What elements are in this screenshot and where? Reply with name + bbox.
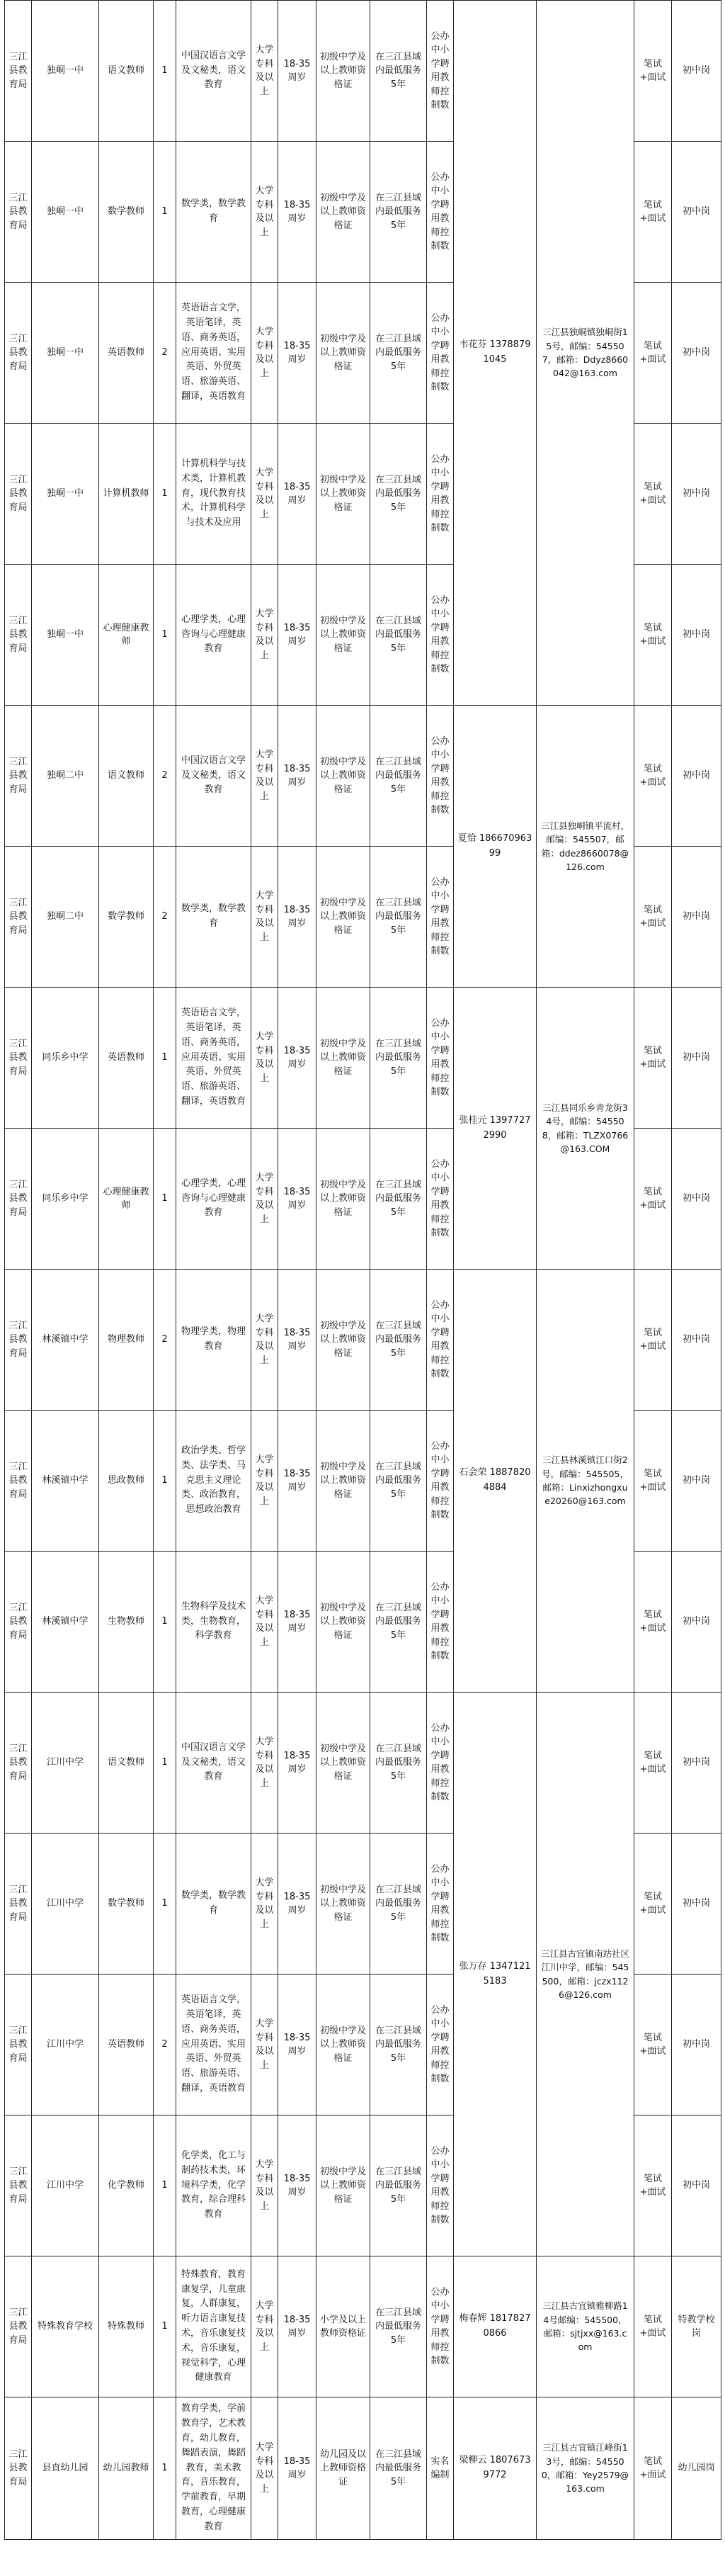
post-category-cell: 初中岗 xyxy=(672,706,721,847)
age-cell: 18-35周岁 xyxy=(278,2397,316,2540)
age-cell: 18-35周岁 xyxy=(278,706,316,847)
certificate-cell: 初级中学及以上教师资格证 xyxy=(316,706,370,847)
service-term-cell: 在三江县域内最低服务5年 xyxy=(370,1834,427,1975)
service-term-cell: 在三江县域内最低服务5年 xyxy=(370,142,427,283)
school-cell: 江川中学 xyxy=(32,2115,99,2256)
post-cell: 语文教师 xyxy=(99,706,154,847)
post-category-cell: 初中岗 xyxy=(672,142,721,283)
service-term-cell: 在三江县域内最低服务5年 xyxy=(370,1129,427,1270)
education-cell: 大学专科及以上 xyxy=(251,1834,278,1975)
department-cell: 三江县教育局 xyxy=(5,565,32,706)
major-cell: 数学类，数学教育 xyxy=(176,142,251,283)
post-category-cell: 初中岗 xyxy=(672,424,721,565)
major-cell: 心理学类，心理咨询与心理健康教育 xyxy=(176,1129,251,1270)
school-cell: 特殊教育学校 xyxy=(32,2256,99,2397)
post-category-cell: 初中岗 xyxy=(672,1411,721,1552)
table-row xyxy=(5,988,721,1129)
staffing-cell: 公办中小学聘用教师控制数 xyxy=(427,283,454,424)
exam-method-cell: 笔试+面试 xyxy=(634,142,672,283)
education-cell: 大学专科及以上 xyxy=(251,1693,278,1834)
age-cell: 18-35周岁 xyxy=(278,1270,316,1411)
department-cell: 三江县教育局 xyxy=(5,988,32,1129)
post-cell: 数学教师 xyxy=(99,142,154,283)
service-term-cell: 在三江县域内最低服务5年 xyxy=(370,847,427,988)
headcount-cell: 2 xyxy=(154,1975,176,2115)
post-cell: 英语教师 xyxy=(99,283,154,424)
major-cell: 数学类，数学教育 xyxy=(176,847,251,988)
table-row xyxy=(5,2397,721,2540)
staffing-cell: 公办中小学聘用教师控制数 xyxy=(427,424,454,565)
certificate-cell: 初级中学及以上教师资格证 xyxy=(316,1552,370,1693)
age-cell: 18-35周岁 xyxy=(278,1,316,142)
department-cell: 三江县教育局 xyxy=(5,1552,32,1693)
age-cell: 18-35周岁 xyxy=(278,1834,316,1975)
post-cell: 物理教师 xyxy=(99,1270,154,1411)
service-term-cell: 在三江县域内最低服务5年 xyxy=(370,2256,427,2397)
certificate-cell: 初级中学及以上教师资格证 xyxy=(316,1975,370,2115)
education-cell: 大学专科及以上 xyxy=(251,2397,278,2540)
education-cell: 大学专科及以上 xyxy=(251,1411,278,1552)
post-cell: 语文教师 xyxy=(99,1,154,142)
table-row xyxy=(5,1270,721,1411)
education-cell: 大学专科及以上 xyxy=(251,2115,278,2256)
major-cell: 教育学类，学前教育学，艺术教育，幼儿教育，舞蹈表演，舞蹈教育，美术教育，音乐教育，学前教育，早期教育，心理健康教育 xyxy=(176,2397,251,2540)
major-cell: 英语语言文学，英语笔译，英语、商务英语，应用英语、实用英语、外贸英语、旅游英语、翻译，英语教育 xyxy=(176,1975,251,2115)
contact-person-cell: 梅春辉 18178270866 xyxy=(454,2256,537,2397)
staffing-cell: 实名编制 xyxy=(427,2397,454,2540)
department-cell: 三江县教育局 xyxy=(5,2256,32,2397)
post-category-cell: 初中岗 xyxy=(672,1693,721,1834)
exam-method-cell: 笔试+面试 xyxy=(634,424,672,565)
post-category-cell: 初中岗 xyxy=(672,1,721,142)
headcount-cell: 2 xyxy=(154,847,176,988)
school-cell: 独峒一中 xyxy=(32,1,99,142)
education-cell: 大学专科及以上 xyxy=(251,847,278,988)
post-cell: 数学教师 xyxy=(99,847,154,988)
table-row xyxy=(5,706,721,847)
contact-address-cell: 三江县古宜镇雅柳路14号邮编：545500，邮箱：sjtjxx@163.com xyxy=(537,2256,634,2397)
headcount-cell: 2 xyxy=(154,706,176,847)
post-category-cell: 初中岗 xyxy=(672,2115,721,2256)
certificate-cell: 初级中学及以上教师资格证 xyxy=(316,1270,370,1411)
certificate-cell: 幼儿园及以上教师资格证 xyxy=(316,2397,370,2540)
headcount-cell: 1 xyxy=(154,2256,176,2397)
contact-person-cell: 张万存 13471215183 xyxy=(454,1693,537,2256)
age-cell: 18-35周岁 xyxy=(278,2115,316,2256)
post-category-cell: 初中岗 xyxy=(672,283,721,424)
staffing-cell: 公办中小学聘用教师控制数 xyxy=(427,1270,454,1411)
headcount-cell: 1 xyxy=(154,1693,176,1834)
age-cell: 18-35周岁 xyxy=(278,1693,316,1834)
department-cell: 三江县教育局 xyxy=(5,1693,32,1834)
headcount-cell: 1 xyxy=(154,424,176,565)
exam-method-cell: 笔试+面试 xyxy=(634,847,672,988)
department-cell: 三江县教育局 xyxy=(5,847,32,988)
certificate-cell: 初级中学及以上教师资格证 xyxy=(316,847,370,988)
major-cell: 数学类，数学教育 xyxy=(176,1834,251,1975)
school-cell: 独峒一中 xyxy=(32,424,99,565)
age-cell: 18-35周岁 xyxy=(278,565,316,706)
headcount-cell: 1 xyxy=(154,1129,176,1270)
age-cell: 18-35周岁 xyxy=(278,424,316,565)
exam-method-cell: 笔试+面试 xyxy=(634,1975,672,2115)
certificate-cell: 初级中学及以上教师资格证 xyxy=(316,1411,370,1552)
recruitment-table xyxy=(4,0,721,2540)
school-cell: 江川中学 xyxy=(32,1693,99,1834)
headcount-cell: 1 xyxy=(154,565,176,706)
staffing-cell: 公办中小学聘用教师控制数 xyxy=(427,847,454,988)
department-cell: 三江县教育局 xyxy=(5,1411,32,1552)
staffing-cell: 公办中小学聘用教师控制数 xyxy=(427,1834,454,1975)
department-cell: 三江县教育局 xyxy=(5,1270,32,1411)
certificate-cell: 初级中学及以上教师资格证 xyxy=(316,988,370,1129)
contact-address-cell: 三江县林溪镇江口街2号，邮编：545505，邮箱：Linxizhongxue20260@163.com xyxy=(537,1270,634,1693)
post-cell: 心理健康教师 xyxy=(99,565,154,706)
contact-address-cell: 三江县独峒镇独峒街15号，邮编：545507，邮箱：Ddyz8660042@163.com xyxy=(537,1,634,706)
service-term-cell: 在三江县域内最低服务5年 xyxy=(370,1411,427,1552)
major-cell: 中国汉语言文学及文秘类，语文教育 xyxy=(176,706,251,847)
school-cell: 江川中学 xyxy=(32,1834,99,1975)
education-cell: 大学专科及以上 xyxy=(251,1975,278,2115)
exam-method-cell: 笔试+面试 xyxy=(634,988,672,1129)
major-cell: 特殊教育，教育康复学，儿童康复，人群康复，听力语言康复技术，音乐康复技术，音乐康复，视觉科学，心理健康教育 xyxy=(176,2256,251,2397)
school-cell: 独峒二中 xyxy=(32,706,99,847)
service-term-cell: 在三江县域内最低服务5年 xyxy=(370,1,427,142)
post-category-cell: 初中岗 xyxy=(672,1975,721,2115)
contact-person-cell: 韦花芬 13788791045 xyxy=(454,1,537,706)
major-cell: 化学类，化工与制药技术类，环境科学类，化学教育，综合理科教育 xyxy=(176,2115,251,2256)
contact-person-cell: 夏恰 18667096399 xyxy=(454,706,537,988)
contact-address-cell: 三江县同乐乡青龙街34号，邮编：545508，邮箱：TLZX0766@163.COM xyxy=(537,988,634,1270)
exam-method-cell: 笔试+面试 xyxy=(634,2256,672,2397)
service-term-cell: 在三江县域内最低服务5年 xyxy=(370,1552,427,1693)
major-cell: 心理学类，心理咨询与心理健康教育 xyxy=(176,565,251,706)
age-cell: 18-35周岁 xyxy=(278,847,316,988)
exam-method-cell: 笔试+面试 xyxy=(634,1270,672,1411)
service-term-cell: 在三江县域内最低服务5年 xyxy=(370,706,427,847)
post-category-cell: 初中岗 xyxy=(672,1129,721,1270)
headcount-cell: 2 xyxy=(154,283,176,424)
school-cell: 林溪镇中学 xyxy=(32,1411,99,1552)
headcount-cell: 1 xyxy=(154,2115,176,2256)
school-cell: 林溪镇中学 xyxy=(32,1552,99,1693)
contact-address-cell: 三江县独峒镇平流村，邮编：545507，邮箱：ddez8660078@126.com xyxy=(537,706,634,988)
certificate-cell: 初级中学及以上教师资格证 xyxy=(316,1834,370,1975)
school-cell: 林溪镇中学 xyxy=(32,1270,99,1411)
education-cell: 大学专科及以上 xyxy=(251,706,278,847)
age-cell: 18-35周岁 xyxy=(278,988,316,1129)
certificate-cell: 初级中学及以上教师资格证 xyxy=(316,1129,370,1270)
contact-address-cell: 三江县古宜镇江峰街13号，邮编：545500，邮箱：Yey2579@163.com xyxy=(537,2397,634,2540)
school-cell: 同乐乡中学 xyxy=(32,1129,99,1270)
post-category-cell: 特教学校岗 xyxy=(672,2256,721,2397)
service-term-cell: 在三江县域内最低服务5年 xyxy=(370,424,427,565)
exam-method-cell: 笔试+面试 xyxy=(634,283,672,424)
service-term-cell: 在三江县域内最低服务5年 xyxy=(370,988,427,1129)
certificate-cell: 初级中学及以上教师资格证 xyxy=(316,2115,370,2256)
table-row xyxy=(5,1693,721,1834)
post-category-cell: 初中岗 xyxy=(672,1834,721,1975)
staffing-cell: 公办中小学聘用教师控制数 xyxy=(427,1552,454,1693)
post-cell: 语文教师 xyxy=(99,1693,154,1834)
post-cell: 英语教师 xyxy=(99,1975,154,2115)
service-term-cell: 在三江县域内最低服务5年 xyxy=(370,2397,427,2540)
post-category-cell: 初中岗 xyxy=(672,1270,721,1411)
exam-method-cell: 笔试+面试 xyxy=(634,1129,672,1270)
certificate-cell: 初级中学及以上教师资格证 xyxy=(316,1693,370,1834)
exam-method-cell: 笔试+面试 xyxy=(634,1,672,142)
staffing-cell: 公办中小学聘用教师控制数 xyxy=(427,1975,454,2115)
education-cell: 大学专科及以上 xyxy=(251,1129,278,1270)
department-cell: 三江县教育局 xyxy=(5,283,32,424)
department-cell: 三江县教育局 xyxy=(5,2397,32,2540)
age-cell: 18-35周岁 xyxy=(278,1411,316,1552)
major-cell: 计算机科学与技术类，计算机教育，现代教育技术，计算机科学与技术及应用 xyxy=(176,424,251,565)
staffing-cell: 公办中小学聘用教师控制数 xyxy=(427,1129,454,1270)
age-cell: 18-35周岁 xyxy=(278,1975,316,2115)
major-cell: 中国汉语言文学及文秘类，语文教育 xyxy=(176,1,251,142)
staffing-cell: 公办中小学聘用教师控制数 xyxy=(427,1,454,142)
education-cell: 大学专科及以上 xyxy=(251,988,278,1129)
department-cell: 三江县教育局 xyxy=(5,1975,32,2115)
education-cell: 大学专科及以上 xyxy=(251,142,278,283)
table-row xyxy=(5,2256,721,2397)
post-cell: 数学教师 xyxy=(99,1834,154,1975)
service-term-cell: 在三江县域内最低服务5年 xyxy=(370,1270,427,1411)
headcount-cell: 1 xyxy=(154,2397,176,2540)
major-cell: 政治学类、哲学类、法学类、马克思主义理论类、政治教育，思想政治教育 xyxy=(176,1411,251,1552)
contact-person-cell: 张桂元 13977272990 xyxy=(454,988,537,1270)
age-cell: 18-35周岁 xyxy=(278,2256,316,2397)
certificate-cell: 初级中学及以上教师资格证 xyxy=(316,424,370,565)
post-category-cell: 初中岗 xyxy=(672,565,721,706)
post-cell: 特殊教师 xyxy=(99,2256,154,2397)
age-cell: 18-35周岁 xyxy=(278,142,316,283)
exam-method-cell: 笔试+面试 xyxy=(634,1552,672,1693)
service-term-cell: 在三江县域内最低服务5年 xyxy=(370,2115,427,2256)
certificate-cell: 初级中学及以上教师资格证 xyxy=(316,1,370,142)
major-cell: 生物科学及技术类，生物教育，科学教育 xyxy=(176,1552,251,1693)
service-term-cell: 在三江县域内最低服务5年 xyxy=(370,1975,427,2115)
contact-person-cell: 梁柳云 18076739772 xyxy=(454,2397,537,2540)
post-cell: 化学教师 xyxy=(99,2115,154,2256)
certificate-cell: 初级中学及以上教师资格证 xyxy=(316,565,370,706)
staffing-cell: 公办中小学聘用教师控制数 xyxy=(427,706,454,847)
exam-method-cell: 笔试+面试 xyxy=(634,706,672,847)
post-cell: 英语教师 xyxy=(99,988,154,1129)
headcount-cell: 1 xyxy=(154,142,176,283)
staffing-cell: 公办中小学聘用教师控制数 xyxy=(427,2256,454,2397)
staffing-cell: 公办中小学聘用教师控制数 xyxy=(427,1411,454,1552)
exam-method-cell: 笔试+面试 xyxy=(634,1834,672,1975)
post-category-cell: 幼儿园岗 xyxy=(672,2397,721,2540)
post-category-cell: 初中岗 xyxy=(672,988,721,1129)
post-cell: 心理健康教师 xyxy=(99,1129,154,1270)
headcount-cell: 2 xyxy=(154,1270,176,1411)
major-cell: 英语语言文学，英语笔译，英语、商务英语，应用英语、实用英语、外贸英语、旅游英语、翻译，英语教育 xyxy=(176,283,251,424)
department-cell: 三江县教育局 xyxy=(5,424,32,565)
service-term-cell: 在三江县域内最低服务5年 xyxy=(370,1693,427,1834)
headcount-cell: 1 xyxy=(154,1411,176,1552)
school-cell: 独峒一中 xyxy=(32,283,99,424)
exam-method-cell: 笔试+面试 xyxy=(634,2115,672,2256)
service-term-cell: 在三江县域内最低服务5年 xyxy=(370,565,427,706)
certificate-cell: 初级中学及以上教师资格证 xyxy=(316,283,370,424)
education-cell: 大学专科及以上 xyxy=(251,2256,278,2397)
school-cell: 独峒一中 xyxy=(32,142,99,283)
exam-method-cell: 笔试+面试 xyxy=(634,1693,672,1834)
major-cell: 物理学类，物理教育 xyxy=(176,1270,251,1411)
department-cell: 三江县教育局 xyxy=(5,1834,32,1975)
contact-person-cell: 石会荣 18878204884 xyxy=(454,1270,537,1693)
headcount-cell: 1 xyxy=(154,988,176,1129)
post-cell: 幼儿园教师 xyxy=(99,2397,154,2540)
contact-address-cell: 三江县古宜镇南站社区江川中学，邮编：545500，邮箱：jczx1126@126.com xyxy=(537,1693,634,2256)
school-cell: 同乐乡中学 xyxy=(32,988,99,1129)
major-cell: 英语语言文学，英语笔译，英语、商务英语，应用英语、实用英语、外贸英语、旅游英语、翻译，英语教育 xyxy=(176,988,251,1129)
certificate-cell: 小学及以上教师资格证 xyxy=(316,2256,370,2397)
age-cell: 18-35周岁 xyxy=(278,1552,316,1693)
age-cell: 18-35周岁 xyxy=(278,1129,316,1270)
exam-method-cell: 笔试+面试 xyxy=(634,1411,672,1552)
staffing-cell: 公办中小学聘用教师控制数 xyxy=(427,2115,454,2256)
post-category-cell: 初中岗 xyxy=(672,1552,721,1693)
education-cell: 大学专科及以上 xyxy=(251,1270,278,1411)
post-cell: 计算机教师 xyxy=(99,424,154,565)
exam-method-cell: 笔试+面试 xyxy=(634,565,672,706)
education-cell: 大学专科及以上 xyxy=(251,1552,278,1693)
department-cell: 三江县教育局 xyxy=(5,1,32,142)
school-cell: 县直幼儿园 xyxy=(32,2397,99,2540)
exam-method-cell: 笔试+面试 xyxy=(634,2397,672,2540)
department-cell: 三江县教育局 xyxy=(5,142,32,283)
staffing-cell: 公办中小学聘用教师控制数 xyxy=(427,1693,454,1834)
post-cell: 思政教师 xyxy=(99,1411,154,1552)
staffing-cell: 公办中小学聘用教师控制数 xyxy=(427,565,454,706)
certificate-cell: 初级中学及以上教师资格证 xyxy=(316,142,370,283)
school-cell: 独峒二中 xyxy=(32,847,99,988)
post-category-cell: 初中岗 xyxy=(672,847,721,988)
department-cell: 三江县教育局 xyxy=(5,706,32,847)
service-term-cell: 在三江县域内最低服务5年 xyxy=(370,283,427,424)
headcount-cell: 1 xyxy=(154,1,176,142)
school-cell: 江川中学 xyxy=(32,1975,99,2115)
staffing-cell: 公办中小学聘用教师控制数 xyxy=(427,142,454,283)
school-cell: 独峒一中 xyxy=(32,565,99,706)
department-cell: 三江县教育局 xyxy=(5,1129,32,1270)
headcount-cell: 1 xyxy=(154,1552,176,1693)
department-cell: 三江县教育局 xyxy=(5,2115,32,2256)
headcount-cell: 1 xyxy=(154,1834,176,1975)
education-cell: 大学专科及以上 xyxy=(251,1,278,142)
education-cell: 大学专科及以上 xyxy=(251,565,278,706)
age-cell: 18-35周岁 xyxy=(278,283,316,424)
education-cell: 大学专科及以上 xyxy=(251,283,278,424)
post-cell: 生物教师 xyxy=(99,1552,154,1693)
table-row xyxy=(5,1,721,142)
education-cell: 大学专科及以上 xyxy=(251,424,278,565)
staffing-cell: 公办中小学聘用教师控制数 xyxy=(427,988,454,1129)
major-cell: 中国汉语言文学及文秘类，语文教育 xyxy=(176,1693,251,1834)
